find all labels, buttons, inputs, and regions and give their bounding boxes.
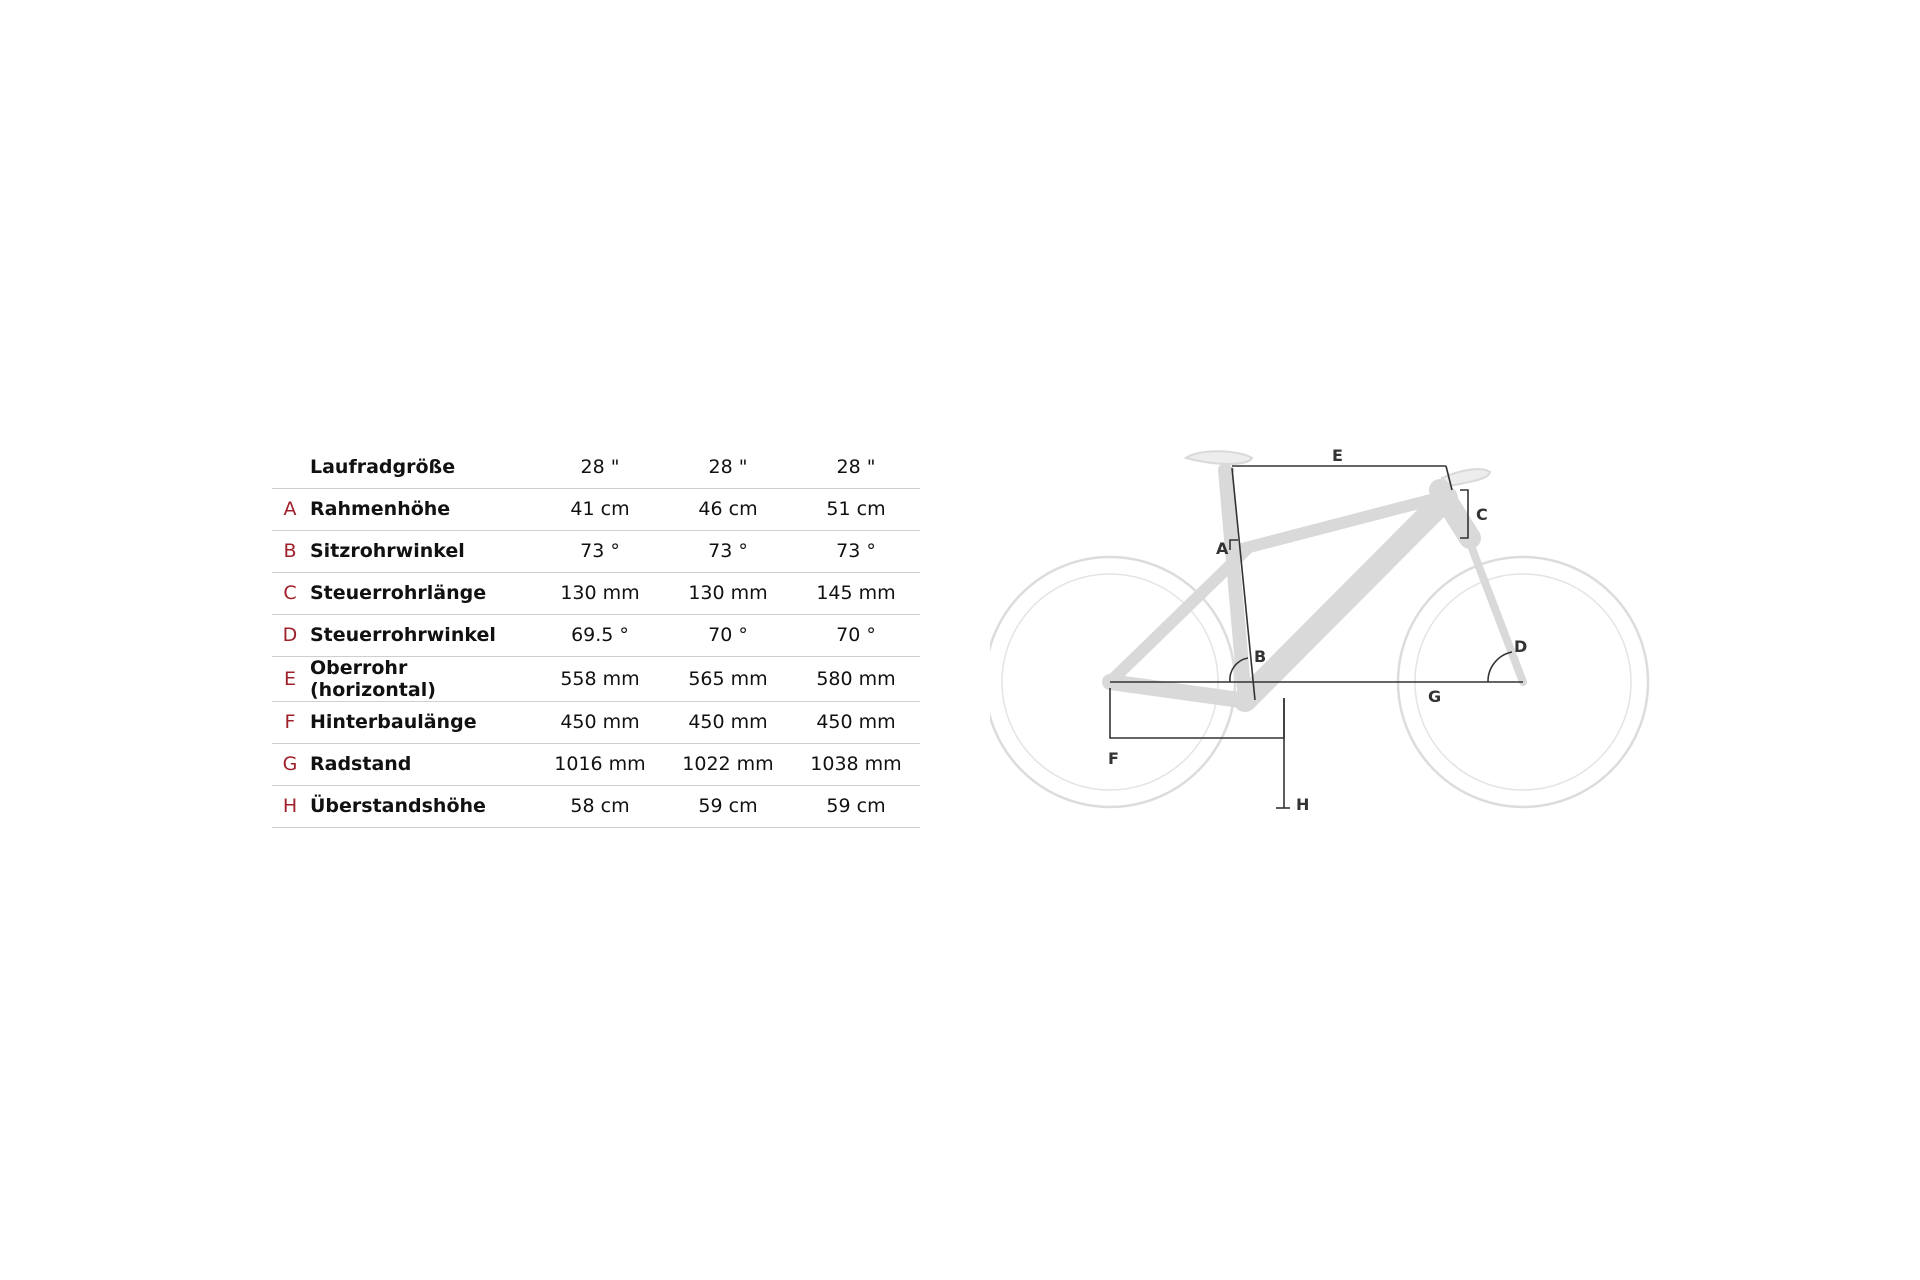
header-size-2: 28 ": [664, 446, 792, 488]
row-label: Hinterbaulänge: [308, 701, 536, 743]
table-row: [272, 656, 920, 701]
label-b: B: [1254, 647, 1267, 666]
table-row: [272, 530, 920, 572]
row-label: Überstandshöhe: [308, 785, 536, 827]
saddle: [1186, 451, 1252, 464]
row-value: 41 cm: [536, 488, 664, 530]
label-h: H: [1296, 795, 1310, 814]
row-value: 73 °: [664, 530, 792, 572]
row-value: 70 °: [664, 614, 792, 656]
row-letter: E: [272, 656, 308, 701]
row-letter: F: [272, 701, 308, 743]
row-value: 130 mm: [664, 572, 792, 614]
row-value: 145 mm: [792, 572, 920, 614]
row-value: 58 cm: [536, 785, 664, 827]
table-row: [272, 743, 920, 785]
table-row: [272, 701, 920, 743]
bike-frame: [1110, 460, 1523, 700]
row-value: 59 cm: [792, 785, 920, 827]
table-header-row: [272, 446, 920, 488]
row-value: 70 °: [792, 614, 920, 656]
label-g: G: [1428, 687, 1442, 706]
row-value: 580 mm: [792, 656, 920, 701]
row-label: Rahmenhöhe: [308, 488, 536, 530]
header-letter-cell: [272, 446, 308, 488]
row-value: 450 mm: [536, 701, 664, 743]
label-a: A: [1216, 539, 1229, 558]
row-label: Sitzrohrwinkel: [308, 530, 536, 572]
row-label: Steuerrohrlänge: [308, 572, 536, 614]
row-value: 450 mm: [792, 701, 920, 743]
bike-geometry-diagram: [990, 430, 1670, 830]
table-row: [272, 614, 920, 656]
row-value: 565 mm: [664, 656, 792, 701]
row-letter: H: [272, 785, 308, 827]
label-e: E: [1332, 446, 1343, 465]
header-size-1: 28 ": [536, 446, 664, 488]
row-value: 1038 mm: [792, 743, 920, 785]
label-d: D: [1514, 637, 1528, 656]
table-row: [272, 488, 920, 530]
row-letter: C: [272, 572, 308, 614]
row-value: 69.5 °: [536, 614, 664, 656]
row-letter: B: [272, 530, 308, 572]
row-value: 51 cm: [792, 488, 920, 530]
row-letter: D: [272, 614, 308, 656]
row-value: 130 mm: [536, 572, 664, 614]
row-value: 73 °: [792, 530, 920, 572]
table-row: [272, 572, 920, 614]
row-value: 59 cm: [664, 785, 792, 827]
header-label: Laufradgröße: [308, 446, 536, 488]
geometry-table: [272, 446, 920, 828]
row-value: 46 cm: [664, 488, 792, 530]
row-value: 73 °: [536, 530, 664, 572]
row-value: 1016 mm: [536, 743, 664, 785]
header-size-3: 28 ": [792, 446, 920, 488]
row-value: 558 mm: [536, 656, 664, 701]
row-label: Steuerrohrwinkel: [308, 614, 536, 656]
label-f: F: [1108, 749, 1119, 768]
row-label: Radstand: [308, 743, 536, 785]
row-letter: A: [272, 488, 308, 530]
row-label: Oberrohr (horizontal): [308, 656, 536, 701]
row-value: 1022 mm: [664, 743, 792, 785]
row-letter: G: [272, 743, 308, 785]
row-value: 450 mm: [664, 701, 792, 743]
table-row: [272, 785, 920, 827]
label-c: C: [1476, 505, 1488, 524]
